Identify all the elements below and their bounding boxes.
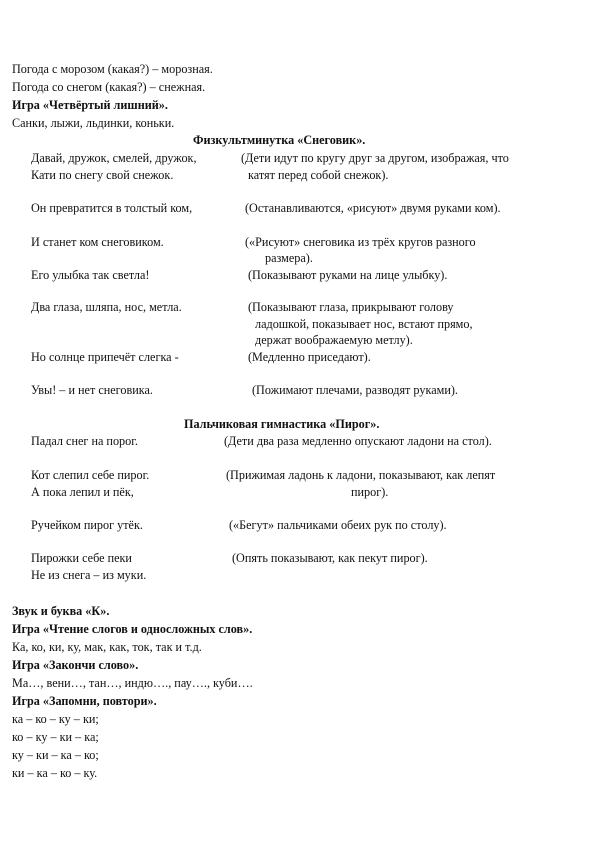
fizminutka-line: Два глаза, шляпа, нос, метла.	[31, 300, 182, 314]
fizminutka-line: Давай, дружок, смелей, дружок,	[31, 151, 197, 165]
fizminutka-line: Он превратится в толстый ком,	[31, 201, 193, 215]
fizminutka-action: держат воображаемую метлу).	[255, 333, 413, 347]
fizminutka-action: размера).	[265, 251, 313, 265]
syllable-line: ка – ко – ку – ки;	[12, 712, 99, 726]
finger-action: (Дети два раза медленно опускают ладони на стол).	[224, 434, 492, 448]
fizminutka-action: катят перед собой снежок).	[248, 168, 389, 182]
game-syllables-text: Ка, ко, ки, ку, мак, как, ток, так и т.д.	[12, 640, 202, 654]
finger-action: (Прижимая ладонь к ладони, показывают, как лепят	[226, 468, 496, 482]
game-finish-word-text: Ма…, вени…, тан…, индю…., пау…., куби….	[12, 676, 253, 690]
syllable-line: ко – ку – ки – ка;	[12, 730, 99, 744]
sound-k-title: Звук и буква «К».	[12, 604, 110, 618]
fizminutka-line: И станет ком снеговиком.	[31, 235, 164, 249]
game-syllables-title: Игра «Чтение слогов и односложных слов».	[12, 622, 253, 636]
fizminutka-line: Но солнце припечёт слегка -	[31, 350, 179, 364]
fizminutka-action: («Рисуют» снеговика из трёх кругов разного	[245, 235, 476, 249]
fizminutka-line: Его улыбка так светла!	[31, 268, 150, 282]
fizminutka-action: (Пожимают плечами, разводят руками).	[252, 383, 458, 397]
fizminutka-action: (Медленно приседают).	[248, 350, 371, 364]
game-fourth-words: Санки, лыжи, льдинки, коньки.	[12, 116, 175, 130]
finger-line: Не из снега – из муки.	[31, 568, 147, 582]
fizminutka-action: (Дети идут по кругу друг за другом, изображая, что	[241, 151, 509, 165]
finger-action: (Опять показывают, как пекут пирог).	[232, 551, 428, 565]
fizminutka-action: (Показывают глаза, прикрывают голову	[248, 300, 454, 314]
game-finish-word-title: Игра «Закончи слово».	[12, 658, 139, 672]
finger-action: («Бегут» пальчиками обеих рук по столу).	[229, 518, 447, 532]
intro-line-1: Погода с морозом (какая?) – морозная.	[12, 62, 213, 76]
finger-line: Кот слепил себе пирог.	[31, 468, 150, 482]
finger-line: А пока лепил и пёк,	[31, 485, 134, 499]
fizminutka-action: (Останавливаются, «рисуют» двумя руками ком).	[245, 201, 501, 215]
finger-title: Пальчиковая гимнастика «Пирог».	[184, 417, 380, 431]
fizminutka-line: Увы! – и нет снеговика.	[31, 383, 153, 397]
game-remember-title: Игра «Запомни, повтори».	[12, 694, 157, 708]
syllable-line: ки – ка – ко – ку.	[12, 766, 98, 780]
fizminutka-action: ладошкой, показывает нос, встают прямо,	[255, 317, 473, 331]
finger-line: Падал снег на порог.	[31, 434, 138, 448]
finger-line: Пирожки себе пеки	[31, 551, 132, 565]
intro-line-2: Погода со снегом (какая?) – снежная.	[12, 80, 206, 94]
game-fourth-title: Игра «Четвёртый лишний».	[12, 98, 168, 112]
syllable-line: ку – ки – ка – ко;	[12, 748, 99, 762]
fizminutka-line: Кати по снегу свой снежок.	[31, 168, 174, 182]
finger-action: пирог).	[351, 485, 389, 499]
fizminutka-title: Физкультминутка «Снеговик».	[193, 133, 366, 147]
finger-line: Ручейком пирог утёк.	[31, 518, 143, 532]
fizminutka-action: (Показывают руками на лице улыбку).	[248, 268, 448, 282]
